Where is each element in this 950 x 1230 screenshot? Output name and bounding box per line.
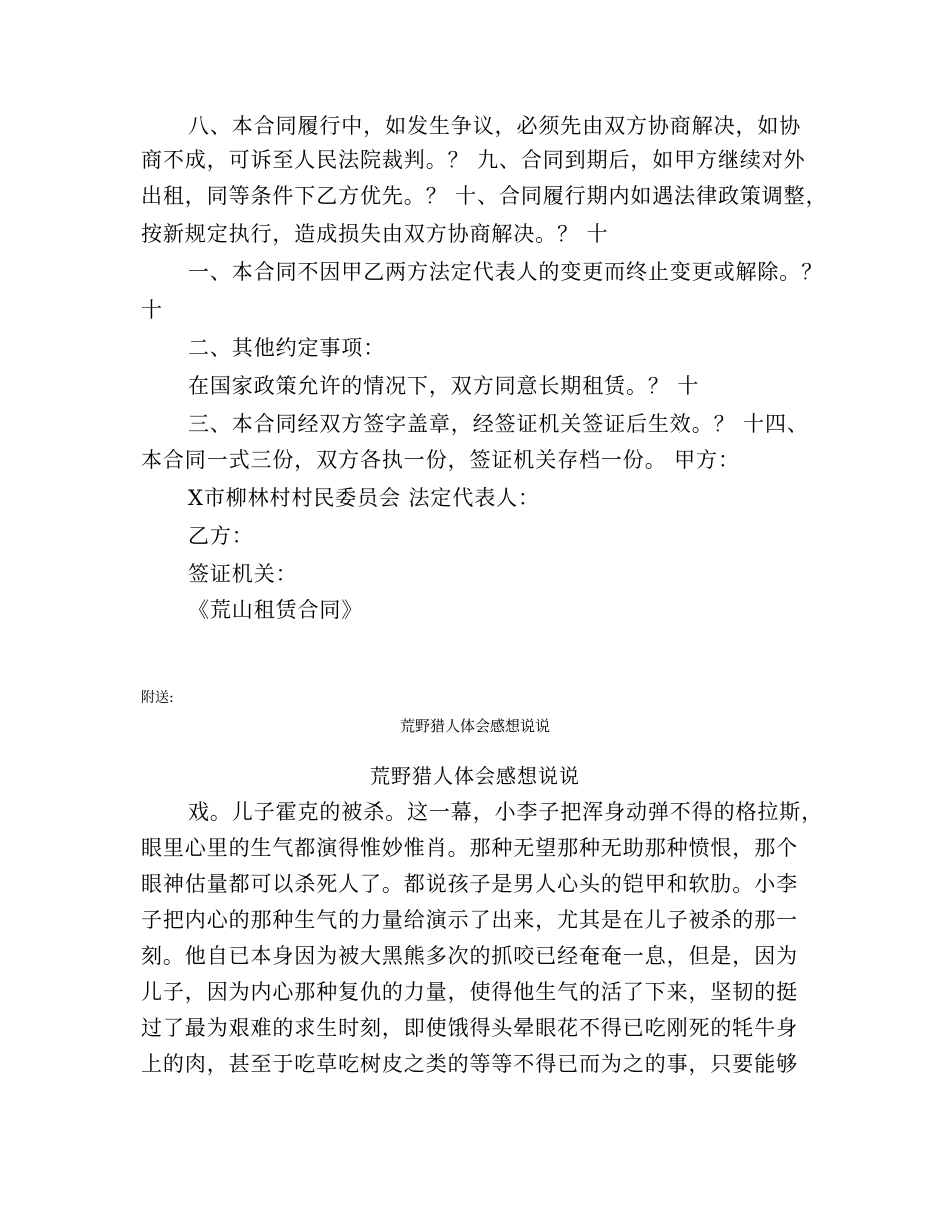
appendix-main-title: 荒野猎人体会感想说说 bbox=[370, 764, 580, 788]
appendix-line-7: 过了最为艰难的求生时刻，即使饿得头晕眼花不得已吃刚死的牦牛身 bbox=[141, 1016, 798, 1040]
appendix-line-3: 眼神估量都可以杀死人了。都说孩子是男人心头的铠甲和软肋。小李 bbox=[141, 872, 798, 896]
contract-line-6: 十 bbox=[141, 298, 163, 322]
contract-line-13: 签证机关： bbox=[188, 562, 298, 586]
contract-line-3: 出租，同等条件下乙方优先。？ 十、合同履行期内如遇法律政策调整， bbox=[141, 184, 828, 208]
contract-line-2: 商不成，可诉至人民法院裁判。？ 九、合同到期后，如甲方继续对外 bbox=[141, 148, 806, 172]
appendix-line-4: 子把内心的那种生气的力量给演示了出来，尤其是在儿子被杀的那一 bbox=[141, 908, 798, 932]
appendix-line-6: 儿子，因为内心那种复仇的力量，使得他生气的活了下来，坚韧的挺 bbox=[141, 980, 798, 1004]
appendix-line-5: 刻。他自已本身因为被大黑熊多次的抓咬已经奄奄一息，但是，因为 bbox=[141, 944, 798, 968]
contract-line-12: 乙方： bbox=[188, 524, 254, 548]
contract-line-9: 三、本合同经双方签字盖章，经签证机关签证后生效。？ 十四、 bbox=[188, 412, 809, 436]
appendix-line-2: 眼里心里的生气都演得惟妙惟肖。那种无望那种无助那种愤恨，那个 bbox=[141, 836, 798, 860]
appendix-small-title: 荒野猎人体会感想说说 bbox=[399, 717, 550, 735]
contract-line-11: X市柳林村村民委员会 法定代表人： bbox=[188, 486, 540, 510]
appendix-line-8: 上的肉，甚至于吃草吃树皮之类的等等不得已而为之的事，只要能够 bbox=[141, 1052, 798, 1076]
contract-line-10: 本合同一式三份，双方各执一份，签证机关存档一份。 甲方： bbox=[141, 448, 740, 472]
appendix-line-1: 戏。儿子霍克的被杀。这一幕，小李子把浑身动弹不得的格拉斯， bbox=[188, 800, 824, 824]
contract-line-5: 一、本合同不因甲乙两方法定代表人的变更而终止变更或解除。？ bbox=[188, 260, 824, 284]
contract-line-4: 按新规定执行，造成损失由双方协商解决。？ 十 bbox=[141, 222, 609, 246]
contract-line-14: 《荒山租赁合同》 bbox=[188, 598, 364, 622]
contract-line-1: 八、本合同履行中，如发生争议，必须先由双方协商解决，如协 bbox=[188, 114, 802, 138]
appendix-label: 附送: bbox=[141, 690, 174, 706]
contract-line-7: 二、其他约定事项： bbox=[188, 336, 386, 360]
contract-line-8: 在国家政策允许的情况下，双方同意长期租赁。？ 十 bbox=[188, 374, 700, 398]
